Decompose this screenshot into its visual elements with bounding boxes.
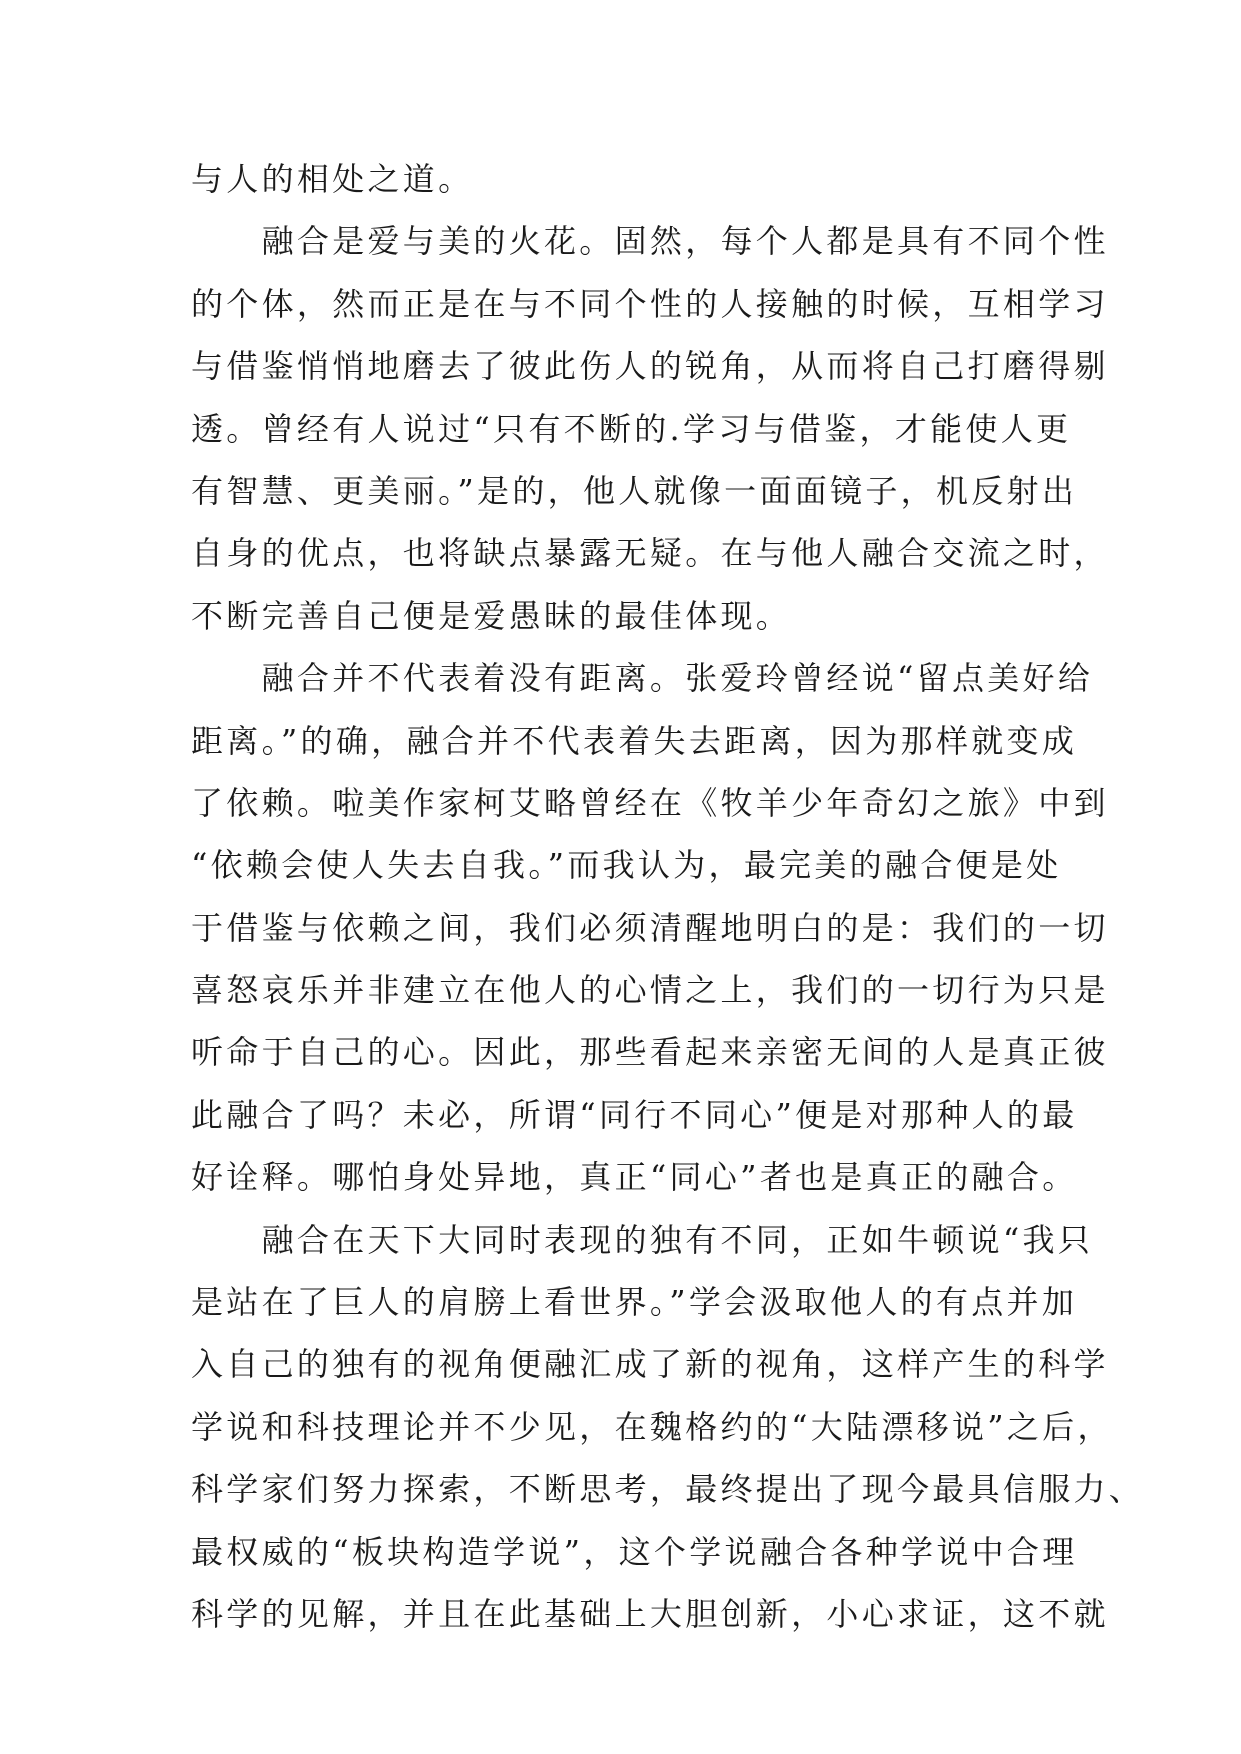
text-line-15: 听命于自己的心。因此，那些看起来亲密无间的人是真正彼 <box>191 1033 1109 1072</box>
text-line-4: 与借鉴悄悄地磨去了彼此伤人的锐角，从而将自己打磨得剔 <box>191 347 1109 386</box>
text-line-23: 最权威的“板块构造学说”，这个学说融合各种学说中合理 <box>191 1532 1078 1571</box>
text-line-18: 融合在天下大同时表现的独有不同，正如牛顿说“我只 <box>191 1220 1094 1259</box>
text-line-16: 此融合了吗？未必，所谓“同行不同心”便是对那种人的最 <box>191 1095 1078 1134</box>
text-line-8: 不断完善自己便是爱愚昧的最佳体现。 <box>191 596 792 635</box>
text-line-5: 透。曾经有人说过“只有不断的.学习与借鉴，才能使人更 <box>191 409 1072 448</box>
text-line-7: 自身的优点，也将缺点暴露无疑。在与他人融合交流之时， <box>191 534 1109 573</box>
text-line-13: 于借鉴与依赖之间，我们必须清醒地明白的是：我们的一切 <box>191 908 1109 947</box>
text-line-20: 入自己的独有的视角便融汇成了新的视角，这样产生的科学 <box>191 1345 1109 1384</box>
text-line-24: 科学的见解，并且在此基础上大胆创新，小心求证，这不就 <box>191 1594 1109 1633</box>
text-line-22: 科学家们努力探索，不断思考，最终提出了现今最具信服力、 <box>191 1470 1145 1509</box>
text-line-19: 是站在了巨人的肩膀上看世界。”学会汲取他人的有点并加 <box>191 1283 1078 1322</box>
text-line-11: 了依赖。啦美作家柯艾略曾经在《牧羊少年奇幻之旅》中到 <box>191 783 1109 822</box>
essay-text <box>191 148 1145 1645</box>
text-line-9: 融合并不代表着没有距离。张爱玲曾经说“留点美好给 <box>191 659 1094 698</box>
text-line-10: 距离。”的确，融合并不代表着失去距离，因为那样就变成 <box>191 721 1078 760</box>
text-line-2: 融合是爱与美的火花。固然，每个人都是具有不同个性 <box>191 222 1109 261</box>
text-line-17: 好诠释。哪怕身处异地，真正“同心”者也是真正的融合。 <box>191 1158 1078 1197</box>
text-line-12: “依赖会使人失去自我。”而我认为，最完美的融合便是处 <box>191 846 1062 885</box>
text-line-14: 喜怒哀乐并非建立在他人的心情之上，我们的一切行为只是 <box>191 971 1109 1010</box>
text-line-21: 学说和科技理论并不少见，在魏格约的“大陆漂移说”之后， <box>191 1407 1113 1446</box>
text-line-1: 与人的相处之道。 <box>191 160 474 198</box>
text-line-6: 有智慧、更美丽。”是的，他人就像一面面镜子，机反射出 <box>191 471 1078 510</box>
text-line-3: 的个体，然而正是在与不同个性的人接触的时候，互相学习 <box>191 284 1109 323</box>
